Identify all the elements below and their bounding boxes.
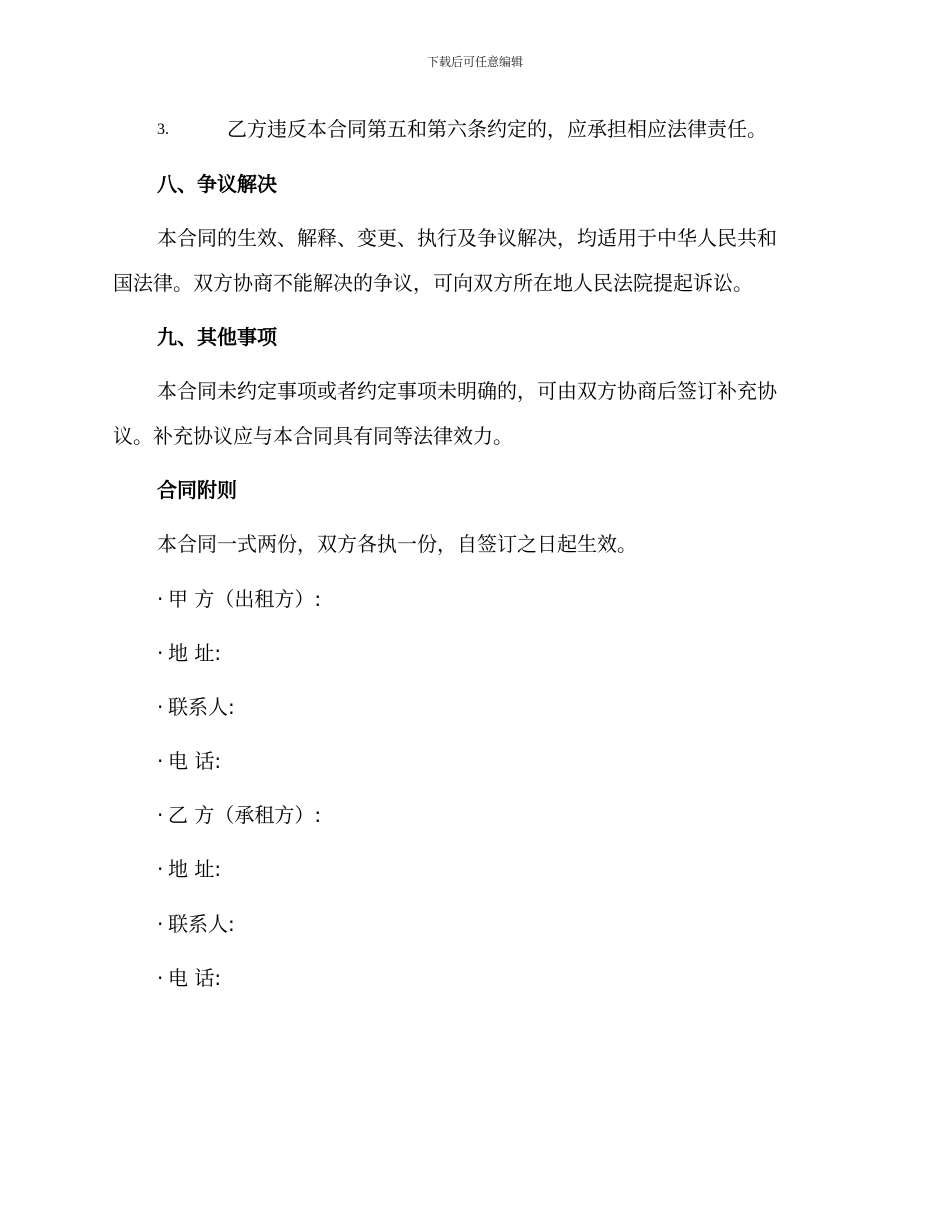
section-heading-other: 九、其他事项 <box>157 325 277 349</box>
paragraph-line: 本合同一式两份，双方各执一份，自签订之日起生效。 <box>157 532 637 556</box>
signature-label: 地 址: <box>168 641 222 665</box>
signature-label: 甲 方（出租方）: <box>168 587 322 611</box>
bullet-dot: · <box>157 857 164 881</box>
signature-line-party-a-address <box>157 641 221 665</box>
paragraph-line: 本合同未约定事项或者约定事项未明确的，可由双方协商后签订补充协 <box>157 379 777 403</box>
signature-line-party-a <box>157 587 321 611</box>
signature-line-party-b <box>157 803 321 827</box>
signature-label: 联系人: <box>168 912 235 936</box>
paragraph-line: 本合同的生效、解释、变更、执行及争议解决，均适用于中华人民共和 <box>157 226 777 250</box>
bullet-dot: · <box>157 695 164 719</box>
signature-line-party-b-phone <box>157 966 221 990</box>
section-heading-dispute: 八、争议解决 <box>157 172 277 196</box>
bullet-dot: · <box>157 587 164 611</box>
signature-label: 地 址: <box>168 857 222 881</box>
bullet-dot: · <box>157 641 164 665</box>
signature-line-party-b-address <box>157 857 221 881</box>
signature-line-party-a-phone <box>157 749 221 773</box>
paragraph-line: 国法律。双方协商不能解决的争议，可向双方所在地人民法院提起诉讼。 <box>113 271 753 295</box>
signature-label: 联系人: <box>168 695 235 719</box>
bullet-dot: · <box>157 966 164 990</box>
bullet-dot: · <box>157 803 164 827</box>
signature-label: 电 话: <box>168 749 222 773</box>
clause-number: 3. <box>157 121 169 138</box>
signature-label: 乙 方（承租方）: <box>168 803 322 827</box>
paragraph-line: 议。补充协议应与本合同具有同等法律效力。 <box>113 424 513 448</box>
signature-line-party-b-contact <box>157 912 235 936</box>
section-heading-appendix: 合同附则 <box>157 478 237 502</box>
bullet-dot: · <box>157 749 164 773</box>
signature-line-party-a-contact <box>157 695 235 719</box>
page-header: 下载后可任意编辑 <box>426 55 523 69</box>
clause-text: 乙方违反本合同第五和第六条约定的，应承担相应法律责任。 <box>227 117 767 141</box>
bullet-dot: · <box>157 912 164 936</box>
signature-label: 电 话: <box>168 966 222 990</box>
